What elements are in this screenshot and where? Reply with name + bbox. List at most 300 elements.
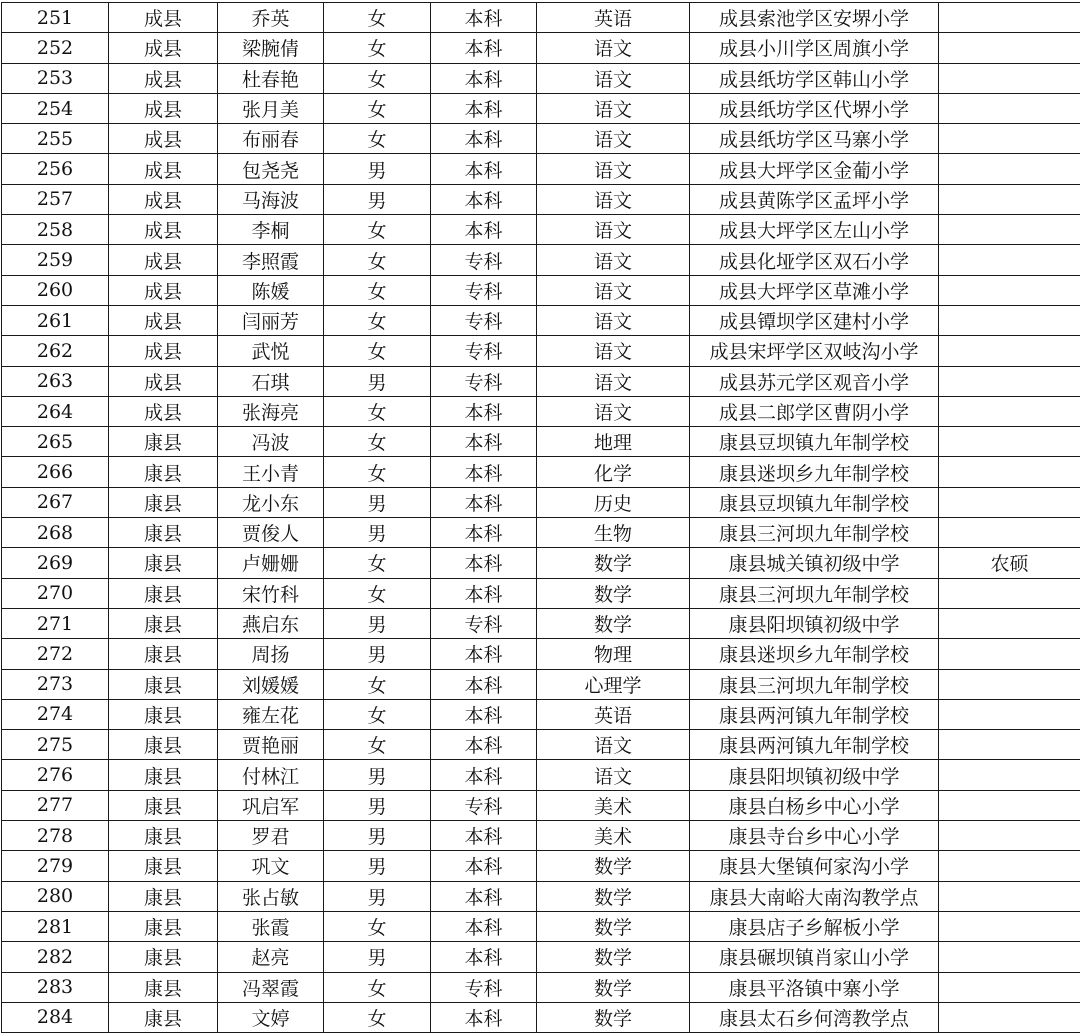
name-cell: 马海波 [218,184,324,214]
subject-cell: 化学 [537,457,690,487]
subject-cell: 物理 [537,639,690,669]
name-cell: 武悦 [218,336,324,366]
school-cell: 康县太石乡何湾教学点 [690,1002,939,1032]
row-number-cell: 281 [2,911,109,941]
table-row [2,911,1080,941]
school-cell: 康县碾坝镇肖家山小学 [690,942,939,972]
subject-cell: 地理 [537,427,690,457]
gender-cell: 男 [324,942,431,972]
school-cell: 康县两河镇九年制学校 [690,730,939,760]
gender-cell: 男 [324,608,431,638]
gender-cell: 女 [324,124,431,154]
education-cell: 本科 [431,669,537,699]
table-row [2,33,1080,63]
gender-cell: 男 [324,518,431,548]
gender-cell: 男 [324,790,431,820]
name-cell: 龙小东 [218,487,324,517]
name-cell: 张霞 [218,911,324,941]
education-cell: 本科 [431,124,537,154]
row-number-cell: 276 [2,760,109,790]
row-number-cell: 260 [2,275,109,305]
gender-cell: 男 [324,821,431,851]
county-cell: 康县 [109,790,218,820]
school-cell: 成县索池学区安堺小学 [690,3,939,33]
name-cell: 付林江 [218,760,324,790]
county-cell: 成县 [109,396,218,426]
name-cell: 巩启军 [218,790,324,820]
education-cell: 专科 [431,275,537,305]
county-cell: 成县 [109,184,218,214]
row-number-cell: 270 [2,578,109,608]
education-cell: 本科 [431,215,537,245]
gender-cell: 男 [324,487,431,517]
row-number-cell: 267 [2,487,109,517]
row-number-cell: 258 [2,215,109,245]
name-cell: 卢姗姗 [218,548,324,578]
name-cell: 包尧尧 [218,154,324,184]
name-cell: 张海亮 [218,396,324,426]
education-cell: 本科 [431,942,537,972]
school-cell: 康县迷坝乡九年制学校 [690,639,939,669]
school-cell: 成县纸坊学区马寨小学 [690,124,939,154]
table-row [2,548,1080,578]
school-cell: 康县大南峪大南沟教学点 [690,881,939,911]
school-cell: 康县阳坝镇初级中学 [690,760,939,790]
county-cell: 康县 [109,487,218,517]
gender-cell: 女 [324,305,431,335]
education-cell: 本科 [431,1002,537,1032]
subject-cell: 数学 [537,578,690,608]
county-cell: 成县 [109,63,218,93]
education-cell: 本科 [431,578,537,608]
remark-cell [939,578,1080,608]
school-cell: 康县豆坝镇九年制学校 [690,427,939,457]
table-row [2,1002,1080,1032]
name-cell: 闫丽芳 [218,305,324,335]
remark-cell [939,881,1080,911]
education-cell: 本科 [431,518,537,548]
row-number-cell: 256 [2,154,109,184]
table-row [2,972,1080,1002]
name-cell: 赵亮 [218,942,324,972]
table-row [2,124,1080,154]
education-cell: 本科 [431,911,537,941]
table-row [2,93,1080,123]
county-cell: 成县 [109,366,218,396]
remark-cell [939,275,1080,305]
school-cell: 康县两河镇九年制学校 [690,699,939,729]
name-cell: 雍左花 [218,699,324,729]
gender-cell: 女 [324,396,431,426]
gender-cell: 男 [324,366,431,396]
subject-cell: 数学 [537,1002,690,1032]
school-cell: 成县纸坊学区代堺小学 [690,93,939,123]
gender-cell: 女 [324,215,431,245]
row-number-cell: 251 [2,3,109,33]
education-cell: 本科 [431,184,537,214]
education-cell: 本科 [431,93,537,123]
school-cell: 成县大坪学区金葡小学 [690,154,939,184]
gender-cell: 女 [324,427,431,457]
county-cell: 康县 [109,699,218,729]
name-cell: 燕启东 [218,608,324,638]
remark-cell [939,63,1080,93]
gender-cell: 女 [324,578,431,608]
remark-cell [939,518,1080,548]
remark-cell [939,427,1080,457]
subject-cell: 数学 [537,548,690,578]
education-cell: 本科 [431,548,537,578]
education-cell: 本科 [431,154,537,184]
remark-cell [939,669,1080,699]
county-cell: 成县 [109,275,218,305]
county-cell: 康县 [109,821,218,851]
table-row [2,821,1080,851]
row-number-cell: 275 [2,730,109,760]
education-cell: 本科 [431,639,537,669]
gender-cell: 女 [324,548,431,578]
row-number-cell: 283 [2,972,109,1002]
education-cell: 本科 [431,457,537,487]
school-cell: 成县化垭学区双石小学 [690,245,939,275]
roster-body [2,3,1080,1033]
school-cell: 成县镡坝学区建村小学 [690,305,939,335]
school-cell: 康县阳坝镇初级中学 [690,608,939,638]
row-number-cell: 264 [2,396,109,426]
subject-cell: 语文 [537,730,690,760]
name-cell: 文婷 [218,1002,324,1032]
table-row [2,730,1080,760]
name-cell: 罗君 [218,821,324,851]
remark-cell [939,972,1080,1002]
education-cell: 本科 [431,427,537,457]
table-row [2,851,1080,881]
table-row [2,154,1080,184]
table-row [2,63,1080,93]
county-cell: 康县 [109,608,218,638]
county-cell: 康县 [109,881,218,911]
subject-cell: 语文 [537,63,690,93]
subject-cell: 语文 [537,184,690,214]
county-cell: 康县 [109,911,218,941]
row-number-cell: 272 [2,639,109,669]
name-cell: 乔英 [218,3,324,33]
gender-cell: 男 [324,851,431,881]
table-row [2,518,1080,548]
gender-cell: 女 [324,336,431,366]
remark-cell [939,790,1080,820]
name-cell: 张占敏 [218,881,324,911]
remark-cell [939,639,1080,669]
county-cell: 康县 [109,1002,218,1032]
subject-cell: 语文 [537,336,690,366]
gender-cell: 女 [324,457,431,487]
roster-table [1,2,1080,1033]
name-cell: 梁腕倩 [218,33,324,63]
gender-cell: 女 [324,93,431,123]
table-row [2,699,1080,729]
remark-cell [939,487,1080,517]
row-number-cell: 274 [2,699,109,729]
county-cell: 康县 [109,669,218,699]
name-cell: 杜春艳 [218,63,324,93]
county-cell: 成县 [109,33,218,63]
remark-cell [939,760,1080,790]
remark-cell [939,336,1080,366]
remark-cell [939,699,1080,729]
subject-cell: 生物 [537,518,690,548]
school-cell: 康县豆坝镇九年制学校 [690,487,939,517]
name-cell: 贾俊人 [218,518,324,548]
school-cell: 康县店子乡解板小学 [690,911,939,941]
county-cell: 康县 [109,639,218,669]
row-number-cell: 266 [2,457,109,487]
school-cell: 成县二郎学区曹阴小学 [690,396,939,426]
row-number-cell: 252 [2,33,109,63]
school-cell: 康县三河坝九年制学校 [690,578,939,608]
table-row [2,457,1080,487]
education-cell: 专科 [431,336,537,366]
gender-cell: 男 [324,154,431,184]
county-cell: 成县 [109,124,218,154]
subject-cell: 美术 [537,821,690,851]
county-cell: 康县 [109,457,218,487]
table-row [2,578,1080,608]
school-cell: 康县三河坝九年制学校 [690,518,939,548]
table-row [2,790,1080,820]
remark-cell: 农硕 [939,548,1080,578]
county-cell: 成县 [109,93,218,123]
remark-cell [939,305,1080,335]
county-cell: 康县 [109,518,218,548]
county-cell: 康县 [109,760,218,790]
gender-cell: 女 [324,972,431,1002]
name-cell: 布丽春 [218,124,324,154]
row-number-cell: 261 [2,305,109,335]
education-cell: 专科 [431,305,537,335]
subject-cell: 语文 [537,366,690,396]
county-cell: 康县 [109,942,218,972]
education-cell: 本科 [431,881,537,911]
row-number-cell: 280 [2,881,109,911]
remark-cell [939,93,1080,123]
table-row [2,3,1080,33]
gender-cell: 女 [324,699,431,729]
table-row [2,427,1080,457]
remark-cell [939,821,1080,851]
subject-cell: 语文 [537,154,690,184]
table-row [2,184,1080,214]
row-number-cell: 277 [2,790,109,820]
row-number-cell: 253 [2,63,109,93]
name-cell: 陈媛 [218,275,324,305]
table-row [2,396,1080,426]
table-row [2,305,1080,335]
remark-cell [939,215,1080,245]
remark-cell [939,1002,1080,1032]
gender-cell: 男 [324,760,431,790]
table-row [2,487,1080,517]
gender-cell: 女 [324,63,431,93]
education-cell: 本科 [431,33,537,63]
remark-cell [939,942,1080,972]
education-cell: 专科 [431,366,537,396]
subject-cell: 数学 [537,608,690,638]
table-row [2,669,1080,699]
remark-cell [939,396,1080,426]
remark-cell [939,911,1080,941]
subject-cell: 语文 [537,124,690,154]
row-number-cell: 268 [2,518,109,548]
county-cell: 康县 [109,548,218,578]
county-cell: 康县 [109,578,218,608]
remark-cell [939,851,1080,881]
table-row [2,336,1080,366]
subject-cell: 数学 [537,851,690,881]
gender-cell: 男 [324,639,431,669]
subject-cell: 英语 [537,3,690,33]
table-row [2,245,1080,275]
name-cell: 贾艳丽 [218,730,324,760]
gender-cell: 男 [324,184,431,214]
table-row [2,639,1080,669]
subject-cell: 历史 [537,487,690,517]
county-cell: 成县 [109,3,218,33]
school-cell: 康县城关镇初级中学 [690,548,939,578]
table-row [2,366,1080,396]
county-cell: 康县 [109,851,218,881]
school-cell: 康县寺台乡中心小学 [690,821,939,851]
education-cell: 专科 [431,972,537,1002]
education-cell: 本科 [431,760,537,790]
education-cell: 本科 [431,487,537,517]
school-cell: 康县平洛镇中寨小学 [690,972,939,1002]
row-number-cell: 284 [2,1002,109,1032]
school-cell: 康县三河坝九年制学校 [690,669,939,699]
table-row [2,215,1080,245]
name-cell: 石琪 [218,366,324,396]
row-number-cell: 282 [2,942,109,972]
county-cell: 成县 [109,215,218,245]
education-cell: 本科 [431,851,537,881]
education-cell: 本科 [431,396,537,426]
remark-cell [939,457,1080,487]
education-cell: 本科 [431,821,537,851]
subject-cell: 语文 [537,396,690,426]
education-cell: 本科 [431,699,537,729]
table-row [2,881,1080,911]
gender-cell: 女 [324,3,431,33]
row-number-cell: 273 [2,669,109,699]
remark-cell [939,124,1080,154]
gender-cell: 女 [324,1002,431,1032]
school-cell: 成县黄陈学区孟坪小学 [690,184,939,214]
name-cell: 王小青 [218,457,324,487]
row-number-cell: 259 [2,245,109,275]
name-cell: 冯翠霞 [218,972,324,1002]
name-cell: 冯波 [218,427,324,457]
school-cell: 康县白杨乡中心小学 [690,790,939,820]
gender-cell: 女 [324,669,431,699]
school-cell: 康县迷坝乡九年制学校 [690,457,939,487]
school-cell: 成县大坪学区左山小学 [690,215,939,245]
row-number-cell: 279 [2,851,109,881]
table-row [2,608,1080,638]
county-cell: 成县 [109,245,218,275]
row-number-cell: 265 [2,427,109,457]
name-cell: 李桐 [218,215,324,245]
school-cell: 成县苏元学区观音小学 [690,366,939,396]
gender-cell: 女 [324,33,431,63]
subject-cell: 数学 [537,911,690,941]
subject-cell: 美术 [537,790,690,820]
subject-cell: 英语 [537,699,690,729]
school-cell: 成县宋坪学区双岐沟小学 [690,336,939,366]
row-number-cell: 257 [2,184,109,214]
row-number-cell: 278 [2,821,109,851]
subject-cell: 数学 [537,881,690,911]
county-cell: 康县 [109,972,218,1002]
school-cell: 康县大堡镇何家沟小学 [690,851,939,881]
school-cell: 成县大坪学区草滩小学 [690,275,939,305]
name-cell: 宋竹科 [218,578,324,608]
education-cell: 专科 [431,608,537,638]
gender-cell: 女 [324,730,431,760]
subject-cell: 心理学 [537,669,690,699]
subject-cell: 语文 [537,215,690,245]
subject-cell: 语文 [537,305,690,335]
name-cell: 张月美 [218,93,324,123]
subject-cell: 语文 [537,760,690,790]
subject-cell: 语文 [537,275,690,305]
remark-cell [939,33,1080,63]
gender-cell: 女 [324,911,431,941]
row-number-cell: 271 [2,608,109,638]
row-number-cell: 255 [2,124,109,154]
subject-cell: 数学 [537,972,690,1002]
name-cell: 刘媛媛 [218,669,324,699]
education-cell: 本科 [431,3,537,33]
remark-cell [939,608,1080,638]
subject-cell: 数学 [537,942,690,972]
gender-cell: 女 [324,245,431,275]
table-row [2,275,1080,305]
table-row [2,942,1080,972]
education-cell: 专科 [431,790,537,820]
remark-cell [939,730,1080,760]
school-cell: 成县小川学区周旗小学 [690,33,939,63]
school-cell: 成县纸坊学区韩山小学 [690,63,939,93]
county-cell: 康县 [109,427,218,457]
county-cell: 成县 [109,336,218,366]
subject-cell: 语文 [537,33,690,63]
row-number-cell: 262 [2,336,109,366]
row-number-cell: 263 [2,366,109,396]
remark-cell [939,3,1080,33]
education-cell: 专科 [431,245,537,275]
county-cell: 成县 [109,305,218,335]
remark-cell [939,366,1080,396]
gender-cell: 女 [324,275,431,305]
subject-cell: 语文 [537,245,690,275]
subject-cell: 语文 [537,93,690,123]
education-cell: 本科 [431,63,537,93]
row-number-cell: 269 [2,548,109,578]
table-row [2,760,1080,790]
county-cell: 成县 [109,154,218,184]
name-cell: 李照霞 [218,245,324,275]
gender-cell: 男 [324,881,431,911]
